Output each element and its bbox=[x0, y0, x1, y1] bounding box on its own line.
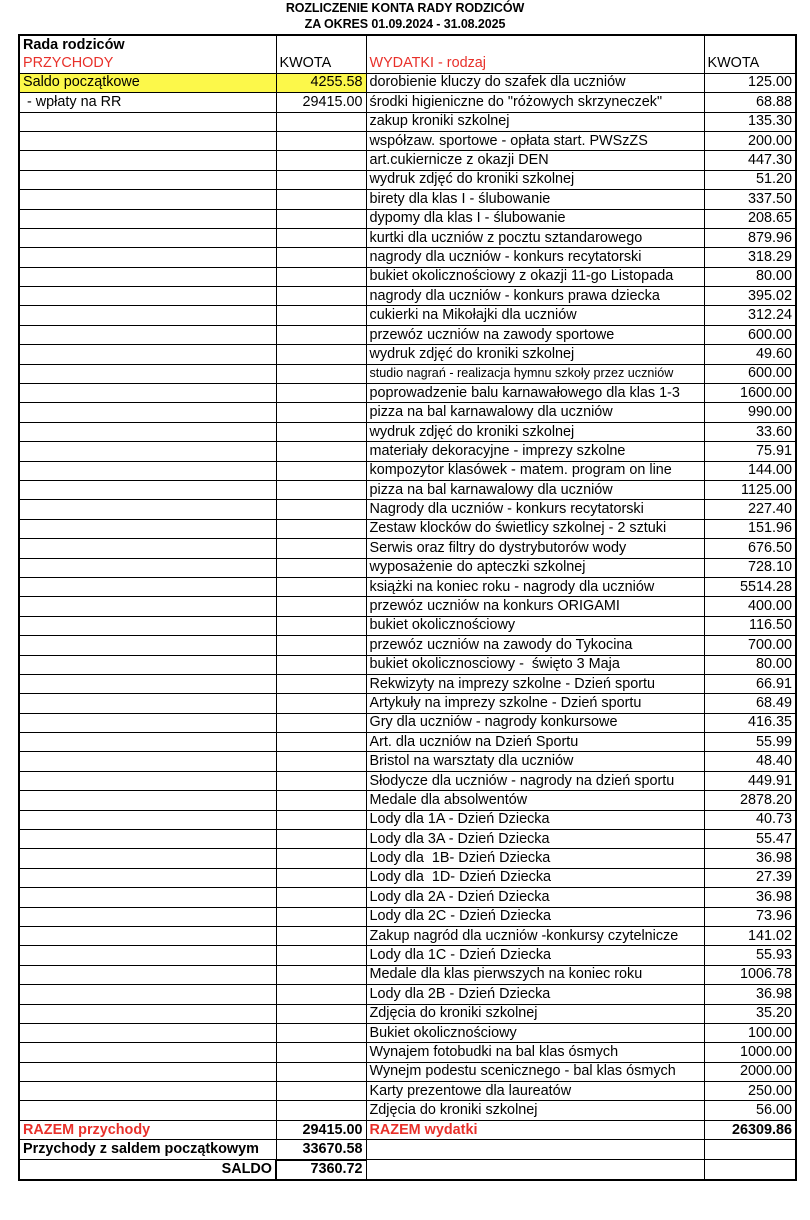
expense-item-label: bukiet okolicznosciowy - święto 3 Maja bbox=[366, 655, 704, 674]
expense-item-amount: 55.93 bbox=[704, 946, 796, 965]
expense-item-label: pizza na bal karnawalowy dla uczniów bbox=[366, 480, 704, 499]
expense-item-amount: 116.50 bbox=[704, 616, 796, 635]
empty-cell bbox=[19, 170, 276, 189]
document-title: ROZLICZENIE KONTA RADY RODZICÓW bbox=[285, 1, 525, 15]
empty-cell bbox=[276, 694, 366, 713]
expense-item-label: Lody dla 2A - Dzień Dziecka bbox=[366, 888, 704, 907]
empty-cell bbox=[276, 791, 366, 810]
empty-cell bbox=[19, 345, 276, 364]
expense-item-label: Nagrody dla uczniów - konkurs recytatorski bbox=[366, 500, 704, 519]
empty-cell bbox=[19, 267, 276, 286]
expense-item-label: środki higieniczne do "różowych skrzyneczek" bbox=[366, 93, 704, 112]
expense-item-label: Gry dla uczniów - nagrody konkursowe bbox=[366, 713, 704, 732]
table-row bbox=[19, 616, 796, 635]
expense-item-amount: 1006.78 bbox=[704, 965, 796, 984]
table-row bbox=[19, 1101, 796, 1120]
empty-cell bbox=[276, 325, 366, 344]
expense-item-amount: 56.00 bbox=[704, 1101, 796, 1120]
empty-cell bbox=[19, 713, 276, 732]
table-row bbox=[19, 93, 796, 112]
empty-cell bbox=[276, 248, 366, 267]
expense-item-label: wydruk zdjęć do kroniki szkolnej bbox=[366, 422, 704, 441]
empty-cell bbox=[704, 1140, 796, 1160]
expense-item-label: birety dla klas I - ślubowanie bbox=[366, 190, 704, 209]
expense-item-amount: 75.91 bbox=[704, 442, 796, 461]
empty-cell bbox=[19, 926, 276, 945]
table-row bbox=[19, 985, 796, 1004]
expense-item-label: Lody dla 2B - Dzień Dziecka bbox=[366, 985, 704, 1004]
empty-cell bbox=[19, 771, 276, 790]
expense-item-amount: 676.50 bbox=[704, 539, 796, 558]
expense-item-amount: 33.60 bbox=[704, 422, 796, 441]
empty-cell bbox=[276, 810, 366, 829]
empty-cell bbox=[19, 888, 276, 907]
table-row bbox=[19, 131, 796, 150]
expense-item-label: wydruk zdjęć do kroniki szkolnej bbox=[366, 345, 704, 364]
expense-item-label: książki na koniec roku - nagrody dla uczniów bbox=[366, 577, 704, 596]
expense-item-amount: 200.00 bbox=[704, 131, 796, 150]
income-item-amount: 4255.58 bbox=[276, 73, 366, 92]
empty-cell bbox=[276, 287, 366, 306]
empty-cell bbox=[19, 752, 276, 771]
empty-cell bbox=[276, 946, 366, 965]
empty-cell bbox=[276, 616, 366, 635]
expense-item-amount: 2878.20 bbox=[704, 791, 796, 810]
expense-item-amount: 5514.28 bbox=[704, 577, 796, 596]
empty-cell bbox=[19, 655, 276, 674]
expense-item-label: Karty prezentowe dla laureatów bbox=[366, 1082, 704, 1101]
table-row bbox=[19, 830, 796, 849]
empty-cell bbox=[276, 830, 366, 849]
expense-item-amount: 51.20 bbox=[704, 170, 796, 189]
empty-cell bbox=[19, 422, 276, 441]
income-item-label: Saldo początkowe bbox=[19, 73, 276, 92]
expense-item-label: wyposażenie do apteczki szkolnej bbox=[366, 558, 704, 577]
empty-cell bbox=[276, 228, 366, 247]
expense-item-amount: 1600.00 bbox=[704, 384, 796, 403]
expense-item-amount: 600.00 bbox=[704, 325, 796, 344]
column-header-row bbox=[19, 54, 796, 73]
totals-row bbox=[19, 1120, 796, 1139]
empty-cell bbox=[19, 325, 276, 344]
table-row bbox=[19, 636, 796, 655]
empty-cell bbox=[276, 849, 366, 868]
empty-cell bbox=[276, 733, 366, 752]
expense-item-label: nagrody dla uczniów - konkurs prawa dziecka bbox=[366, 287, 704, 306]
expense-item-amount: 990.00 bbox=[704, 403, 796, 422]
expense-item-amount: 36.98 bbox=[704, 985, 796, 1004]
table-row bbox=[19, 1043, 796, 1062]
table-row bbox=[19, 422, 796, 441]
expense-item-label: bukiet okolicznościowy bbox=[366, 616, 704, 635]
expense-item-amount: 100.00 bbox=[704, 1023, 796, 1042]
table-row bbox=[19, 655, 796, 674]
expense-item-amount: 250.00 bbox=[704, 1082, 796, 1101]
expense-item-label: Wynajem fotobudki na bal klas ósmych bbox=[366, 1043, 704, 1062]
expense-item-amount: 27.39 bbox=[704, 868, 796, 887]
empty-cell bbox=[19, 1023, 276, 1042]
empty-cell bbox=[276, 1062, 366, 1081]
expense-item-amount: 141.02 bbox=[704, 926, 796, 945]
table-row bbox=[19, 810, 796, 829]
table-row bbox=[19, 461, 796, 480]
expense-item-amount: 125.00 bbox=[704, 73, 796, 92]
expense-item-amount: 400.00 bbox=[704, 597, 796, 616]
table-row bbox=[19, 170, 796, 189]
table-row bbox=[19, 1062, 796, 1081]
table-row bbox=[19, 868, 796, 887]
empty-cell bbox=[276, 151, 366, 170]
table-row bbox=[19, 248, 796, 267]
expense-item-label: wydruk zdjęć do kroniki szkolnej bbox=[366, 170, 704, 189]
empty-cell bbox=[276, 403, 366, 422]
income-with-balance-row bbox=[19, 1140, 796, 1160]
table-row bbox=[19, 1082, 796, 1101]
expense-item-amount: 73.96 bbox=[704, 907, 796, 926]
empty-cell bbox=[276, 461, 366, 480]
empty-cell bbox=[19, 1062, 276, 1081]
empty-cell bbox=[19, 306, 276, 325]
empty-cell bbox=[276, 442, 366, 461]
empty-cell bbox=[276, 35, 366, 54]
empty-cell bbox=[19, 946, 276, 965]
expense-item-label: Lody dla 1D- Dzień Dziecka bbox=[366, 868, 704, 887]
empty-cell bbox=[19, 403, 276, 422]
empty-cell bbox=[19, 674, 276, 693]
expense-item-label: zakup kroniki szkolnej bbox=[366, 112, 704, 131]
empty-cell bbox=[276, 655, 366, 674]
empty-cell bbox=[276, 771, 366, 790]
table-row bbox=[19, 752, 796, 771]
document-period: ZA OKRES 01.09.2024 - 31.08.2025 bbox=[304, 17, 506, 31]
expense-item-label: kurtki dla uczniów z pocztu sztandarowego bbox=[366, 228, 704, 247]
empty-cell bbox=[19, 519, 276, 538]
empty-cell bbox=[19, 694, 276, 713]
empty-cell bbox=[276, 170, 366, 189]
expense-item-amount: 2000.00 bbox=[704, 1062, 796, 1081]
expense-item-amount: 151.96 bbox=[704, 519, 796, 538]
empty-cell bbox=[19, 577, 276, 596]
expense-item-amount: 144.00 bbox=[704, 461, 796, 480]
empty-cell bbox=[276, 384, 366, 403]
expense-item-amount: 728.10 bbox=[704, 558, 796, 577]
expense-header: WYDATKI - rodzaj bbox=[366, 54, 704, 73]
table-row bbox=[19, 306, 796, 325]
table-row bbox=[19, 539, 796, 558]
income-total-value: 29415.00 bbox=[276, 1120, 366, 1139]
expense-item-label: Medale dla klas pierwszych na koniec roku bbox=[366, 965, 704, 984]
empty-cell bbox=[276, 558, 366, 577]
empty-cell bbox=[19, 636, 276, 655]
expense-item-amount: 879.96 bbox=[704, 228, 796, 247]
empty-cell bbox=[704, 1160, 796, 1180]
expense-item-amount: 227.40 bbox=[704, 500, 796, 519]
empty-cell bbox=[276, 965, 366, 984]
empty-cell bbox=[276, 1082, 366, 1101]
expense-item-amount: 600.00 bbox=[704, 364, 796, 383]
expense-item-amount: 36.98 bbox=[704, 849, 796, 868]
empty-cell bbox=[276, 209, 366, 228]
empty-cell bbox=[276, 422, 366, 441]
expense-item-label: przewóz uczniów na zawody do Tykocina bbox=[366, 636, 704, 655]
table-row bbox=[19, 771, 796, 790]
expense-item-amount: 135.30 bbox=[704, 112, 796, 131]
empty-cell bbox=[19, 1004, 276, 1023]
table-row bbox=[19, 713, 796, 732]
expense-item-amount: 66.91 bbox=[704, 674, 796, 693]
expense-item-amount: 337.50 bbox=[704, 190, 796, 209]
expense-item-label: Lody dla 3A - Dzień Dziecka bbox=[366, 830, 704, 849]
empty-cell bbox=[276, 868, 366, 887]
table-row bbox=[19, 946, 796, 965]
expense-item-amount: 68.88 bbox=[704, 93, 796, 112]
table-row bbox=[19, 287, 796, 306]
table-row bbox=[19, 888, 796, 907]
expense-item-amount: 40.73 bbox=[704, 810, 796, 829]
expense-item-label: współzaw. sportowe - opłata start. PWSzZS bbox=[366, 131, 704, 150]
table-row bbox=[19, 403, 796, 422]
expense-item-label: Zdjęcia do kroniki szkolnej bbox=[366, 1004, 704, 1023]
expense-item-amount: 49.60 bbox=[704, 345, 796, 364]
table-row bbox=[19, 209, 796, 228]
table-row bbox=[19, 674, 796, 693]
table-row bbox=[19, 907, 796, 926]
empty-cell bbox=[19, 558, 276, 577]
empty-cell bbox=[276, 674, 366, 693]
table-row bbox=[19, 345, 796, 364]
empty-cell bbox=[19, 442, 276, 461]
table-row bbox=[19, 325, 796, 344]
expense-item-label: materiały dekoracyjne - imprezy szkolne bbox=[366, 442, 704, 461]
table-row bbox=[19, 519, 796, 538]
table-row bbox=[19, 694, 796, 713]
expense-item-label: Serwis oraz filtry do dystrybutorów wody bbox=[366, 539, 704, 558]
balance-row bbox=[19, 1160, 796, 1180]
empty-cell bbox=[19, 190, 276, 209]
expense-item-amount: 700.00 bbox=[704, 636, 796, 655]
expense-item-amount: 68.49 bbox=[704, 694, 796, 713]
empty-cell bbox=[366, 1140, 704, 1160]
empty-cell bbox=[19, 868, 276, 887]
empty-cell bbox=[19, 248, 276, 267]
expense-item-amount: 208.65 bbox=[704, 209, 796, 228]
empty-cell bbox=[276, 926, 366, 945]
income-item-label: - wpłaty na RR bbox=[19, 93, 276, 112]
expense-item-label: studio nagrań - realizacja hymnu szkoły przez uczniów bbox=[366, 364, 704, 383]
empty-cell bbox=[19, 985, 276, 1004]
expense-item-amount: 416.35 bbox=[704, 713, 796, 732]
expense-item-label: poprowadzenie balu karnawałowego dla klas 1-3 bbox=[366, 384, 704, 403]
empty-cell bbox=[276, 1023, 366, 1042]
empty-cell bbox=[276, 112, 366, 131]
table-row bbox=[19, 151, 796, 170]
empty-cell bbox=[276, 752, 366, 771]
empty-cell bbox=[19, 849, 276, 868]
empty-cell bbox=[276, 480, 366, 499]
expense-item-label: przewóz uczniów na konkurs ORIGAMI bbox=[366, 597, 704, 616]
empty-cell bbox=[19, 151, 276, 170]
expense-item-label: art.cukiernicze z okazji DEN bbox=[366, 151, 704, 170]
empty-cell bbox=[276, 306, 366, 325]
empty-cell bbox=[19, 461, 276, 480]
expense-item-label: kompozytor klasówek - matem. program on line bbox=[366, 461, 704, 480]
empty-cell bbox=[276, 267, 366, 286]
expense-item-label: cukierki na Mikołajki dla uczniów bbox=[366, 306, 704, 325]
expense-item-label: dypomy dla klas I - ślubowanie bbox=[366, 209, 704, 228]
empty-cell bbox=[276, 597, 366, 616]
empty-cell bbox=[19, 500, 276, 519]
table-row bbox=[19, 1004, 796, 1023]
table-row bbox=[19, 791, 796, 810]
expense-item-label: Lody dla 1C - Dzień Dziecka bbox=[366, 946, 704, 965]
expense-item-label: przewóz uczniów na zawody sportowe bbox=[366, 325, 704, 344]
expense-item-label: Medale dla absolwentów bbox=[366, 791, 704, 810]
empty-cell bbox=[19, 228, 276, 247]
empty-cell bbox=[276, 500, 366, 519]
empty-cell bbox=[19, 1101, 276, 1120]
expense-item-label: Wynejm podestu scenicznego - bal klas ósmych bbox=[366, 1062, 704, 1081]
expense-item-amount: 1125.00 bbox=[704, 480, 796, 499]
empty-cell bbox=[19, 830, 276, 849]
expense-amount-header: KWOTA bbox=[704, 54, 796, 73]
empty-cell bbox=[19, 810, 276, 829]
empty-cell bbox=[366, 1160, 704, 1180]
expense-item-label: Artykuły na imprezy szkolne - Dzień sportu bbox=[366, 694, 704, 713]
empty-cell bbox=[19, 287, 276, 306]
empty-cell bbox=[276, 577, 366, 596]
expense-item-label: Lody dla 2C - Dzień Dziecka bbox=[366, 907, 704, 926]
income-total-label: RAZEM przychody bbox=[19, 1120, 276, 1139]
income-amount-header: KWOTA bbox=[276, 54, 366, 73]
expense-item-label: Rekwizyty na imprezy szkolne - Dzień sportu bbox=[366, 674, 704, 693]
expense-item-amount: 1000.00 bbox=[704, 1043, 796, 1062]
empty-cell bbox=[276, 985, 366, 1004]
expense-item-label: Zestaw klocków do świetlicy szkolnej - 2 sztuki bbox=[366, 519, 704, 538]
empty-cell bbox=[276, 907, 366, 926]
empty-cell bbox=[19, 384, 276, 403]
empty-cell bbox=[19, 112, 276, 131]
empty-cell bbox=[19, 209, 276, 228]
expense-item-amount: 395.02 bbox=[704, 287, 796, 306]
balance-value: 7360.72 bbox=[276, 1160, 366, 1180]
empty-cell bbox=[19, 965, 276, 984]
table-row bbox=[19, 849, 796, 868]
empty-cell bbox=[19, 539, 276, 558]
expense-item-label: pizza na bal karnawalowy dla uczniów bbox=[366, 403, 704, 422]
expense-item-label: bukiet okolicznościowy z okazji 11-go Listopada bbox=[366, 267, 704, 286]
table-row bbox=[19, 228, 796, 247]
empty-cell bbox=[19, 131, 276, 150]
org-header-row bbox=[19, 35, 796, 54]
account-statement-table bbox=[18, 34, 797, 1181]
empty-cell bbox=[19, 733, 276, 752]
income-item-amount: 29415.00 bbox=[276, 93, 366, 112]
empty-cell bbox=[19, 1043, 276, 1062]
expense-item-label: Art. dla uczniów na Dzień Sportu bbox=[366, 733, 704, 752]
empty-cell bbox=[19, 1082, 276, 1101]
expense-item-label: Lody dla 1A - Dzień Dziecka bbox=[366, 810, 704, 829]
table-row bbox=[19, 1023, 796, 1042]
table-row bbox=[19, 73, 796, 92]
empty-cell bbox=[276, 364, 366, 383]
expense-item-amount: 80.00 bbox=[704, 655, 796, 674]
empty-cell bbox=[276, 636, 366, 655]
empty-cell bbox=[366, 35, 704, 54]
balance-label: SALDO bbox=[19, 1160, 276, 1180]
empty-cell bbox=[19, 597, 276, 616]
expense-item-label: Lody dla 1B- Dzień Dziecka bbox=[366, 849, 704, 868]
expense-item-amount: 55.47 bbox=[704, 830, 796, 849]
expense-item-amount: 80.00 bbox=[704, 267, 796, 286]
expense-item-label: Słodycze dla uczniów - nagrody na dzień sportu bbox=[366, 771, 704, 790]
income-header: PRZYCHODY bbox=[19, 54, 276, 73]
empty-cell bbox=[276, 1004, 366, 1023]
income-with-balance-label: Przychody z saldem początkowym bbox=[19, 1140, 276, 1160]
empty-cell bbox=[19, 480, 276, 499]
table-row bbox=[19, 558, 796, 577]
empty-cell bbox=[276, 713, 366, 732]
table-row bbox=[19, 112, 796, 131]
empty-cell bbox=[19, 616, 276, 635]
empty-cell bbox=[704, 35, 796, 54]
table-row bbox=[19, 190, 796, 209]
expense-item-amount: 449.91 bbox=[704, 771, 796, 790]
table-row bbox=[19, 965, 796, 984]
table-row bbox=[19, 597, 796, 616]
expense-item-amount: 35.20 bbox=[704, 1004, 796, 1023]
empty-cell bbox=[276, 190, 366, 209]
empty-cell bbox=[276, 888, 366, 907]
expense-item-amount: 447.30 bbox=[704, 151, 796, 170]
expense-item-amount: 48.40 bbox=[704, 752, 796, 771]
org-name: Rada rodziców bbox=[19, 35, 276, 54]
empty-cell bbox=[19, 364, 276, 383]
expense-item-label: nagrody dla uczniów - konkurs recytatorski bbox=[366, 248, 704, 267]
expense-item-label: dorobienie kluczy do szafek dla uczniów bbox=[366, 73, 704, 92]
expense-item-label: Bukiet okolicznościowy bbox=[366, 1023, 704, 1042]
table-row bbox=[19, 267, 796, 286]
table-row bbox=[19, 926, 796, 945]
expense-item-label: Zdjęcia do kroniki szkolnej bbox=[366, 1101, 704, 1120]
table-row bbox=[19, 733, 796, 752]
expense-item-amount: 55.99 bbox=[704, 733, 796, 752]
expense-item-amount: 36.98 bbox=[704, 888, 796, 907]
expense-item-amount: 312.24 bbox=[704, 306, 796, 325]
table-row bbox=[19, 577, 796, 596]
empty-cell bbox=[19, 791, 276, 810]
table-row bbox=[19, 500, 796, 519]
expense-item-amount: 318.29 bbox=[704, 248, 796, 267]
expense-item-label: Zakup nagród dla uczniów -konkursy czytelnicze bbox=[366, 926, 704, 945]
empty-cell bbox=[276, 131, 366, 150]
empty-cell bbox=[276, 539, 366, 558]
empty-cell bbox=[276, 519, 366, 538]
table-row bbox=[19, 384, 796, 403]
expense-total-value: 26309.86 bbox=[704, 1120, 796, 1139]
table-row bbox=[19, 442, 796, 461]
expense-total-label: RAZEM wydatki bbox=[366, 1120, 704, 1139]
empty-cell bbox=[276, 345, 366, 364]
income-with-balance-value: 33670.58 bbox=[276, 1140, 366, 1160]
empty-cell bbox=[276, 1043, 366, 1062]
empty-cell bbox=[276, 1101, 366, 1120]
expense-item-label: Bristol na warsztaty dla uczniów bbox=[366, 752, 704, 771]
table-row bbox=[19, 364, 796, 383]
empty-cell bbox=[19, 907, 276, 926]
table-row bbox=[19, 480, 796, 499]
